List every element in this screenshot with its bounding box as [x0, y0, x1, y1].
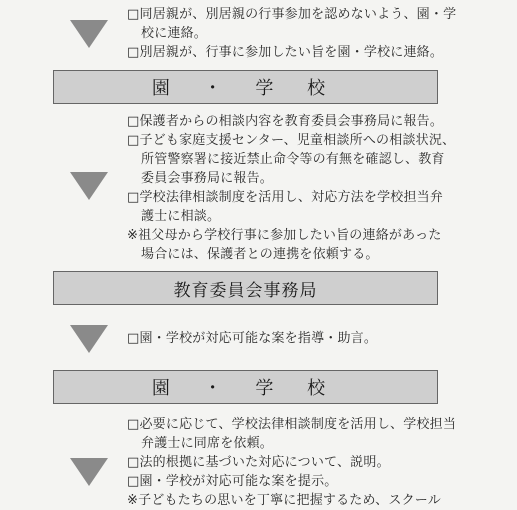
section-2-text — [127, 112, 507, 264]
list-item: □園・学校が対応可能な案を指導・助言。 — [127, 331, 378, 346]
list-item: □保護者からの相談内容を教育委員会事務局に報告。 — [127, 114, 444, 129]
section-3-text — [127, 329, 507, 348]
section-1-text — [127, 5, 507, 62]
down-arrow-icon — [70, 325, 108, 353]
list-item: □法的根拠に基づいた対応について、説明。 — [127, 455, 390, 470]
band-school-2: 園 ・ 学 校 — [53, 370, 438, 404]
list-item: 委員会事務局に報告。 — [141, 171, 274, 186]
down-arrow-icon — [70, 458, 108, 486]
list-item: 校に連絡。 — [141, 26, 208, 41]
down-arrow-icon — [70, 20, 108, 48]
down-arrow-icon — [70, 172, 108, 200]
list-item: 弁護士に同席を依頼。 — [141, 436, 274, 451]
list-item: □学校法律相談制度を活用し、対応方法を学校担当弁 — [127, 190, 444, 205]
list-item: ※子どもたちの思いを丁寧に把握するため、スクール — [127, 493, 441, 508]
list-item: 護士に相談。 — [141, 209, 221, 224]
list-item: □同居親が、別居親の行事参加を認めないよう、園・学 — [127, 7, 457, 22]
list-item: □園・学校が対応可能な案を提示。 — [127, 474, 338, 489]
band-education-board: 教育委員会事務局 — [53, 271, 438, 305]
list-item: 場合には、保護者との連携を依頼する。 — [141, 247, 379, 262]
list-item: □子ども家庭支援センター、児童相談所への相談状況、 — [127, 133, 456, 148]
list-item: □別居親が、行事に参加したい旨を園・学校に連絡。 — [127, 45, 444, 60]
list-item: □必要に応じて、学校法律相談制度を活用し、学校担当 — [127, 417, 457, 432]
section-4-text — [127, 415, 507, 510]
list-item: 所管警察署に接近禁止命令等の有無を確認し、教育 — [141, 152, 445, 167]
band-school-1: 園 ・ 学 校 — [53, 70, 438, 104]
list-item: ※祖父母から学校行事に参加したい旨の連絡があった — [127, 228, 442, 243]
